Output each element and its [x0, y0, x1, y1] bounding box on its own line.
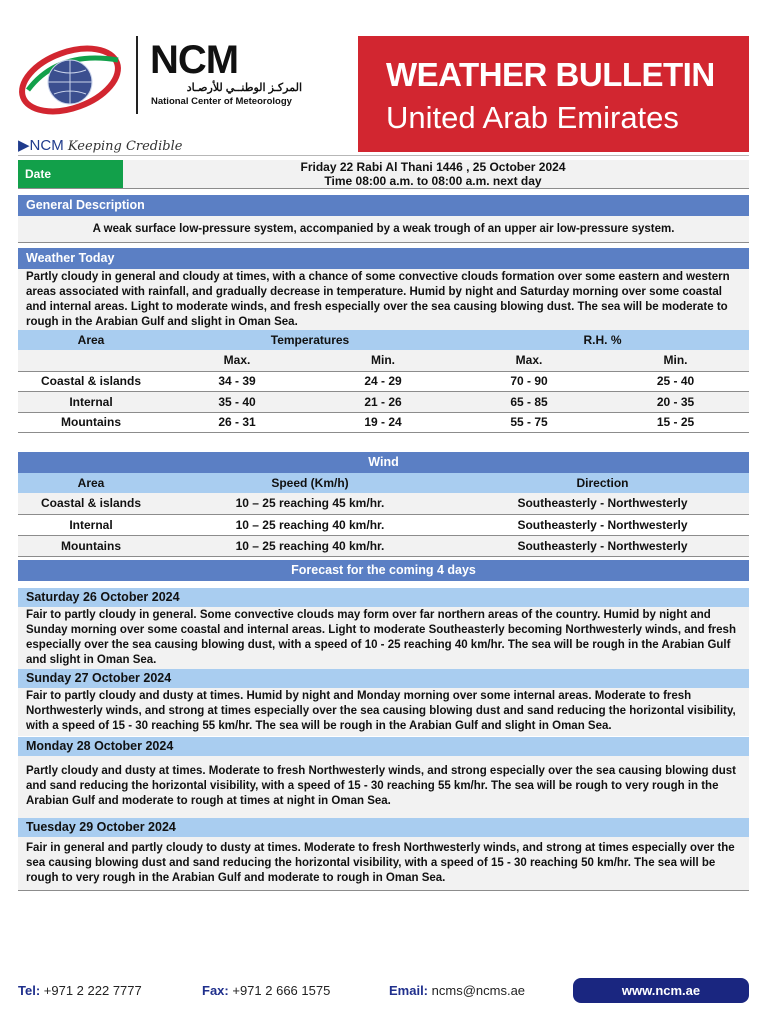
table-row: [18, 371, 749, 391]
row-area: Coastal & islands: [18, 493, 164, 514]
logo-ncm-text: NCM: [150, 38, 239, 82]
tagline-arrow-icon: ▶: [18, 137, 30, 154]
wind-table: [18, 473, 749, 557]
col-temperatures: Temperatures: [270, 333, 350, 347]
row-speed: 10 – 25 reaching 40 km/hr.: [164, 535, 456, 556]
footer-email-label: Email:: [389, 983, 429, 998]
col-temp-min: Min.: [310, 350, 456, 371]
temperature-table: [18, 330, 749, 433]
footer-tel: [18, 983, 142, 998]
logo-english-text: National Center of Meteorology: [151, 96, 292, 107]
row-area: Internal: [18, 391, 164, 412]
row-rh-min: 15 - 25: [602, 412, 749, 432]
wind-heading: Wind: [18, 452, 749, 473]
row-direction: Southeasterly - Northwesterly: [456, 514, 749, 535]
row-temp-max: 35 - 40: [164, 391, 310, 412]
logo-arabic-text: المركـز الوطنــي للأرصـاد: [186, 82, 302, 94]
forecast-day-text: Fair in general and partly cloudy to dusty at times. Moderate to fresh Northwesterly winds, and strong at times especially over the sea causing blowing dust and sand reducing the horizontal visibility, with a speed of 15 - 30 reaching 50 km/hr. The sea will be rough to very rough in the Arabian Gulf and moderate to rough in Oman Sea.: [18, 837, 749, 891]
forecast-day-text: Fair to partly cloudy in general. Some convective clouds may form over far northern areas of the country. Humid by night and Sunday morning over some coastal and internal areas. Light to moderate Southeasterly becoming Northwesterly winds, and fresh especially over the sea causing blowing dust, with a speed of 10 - 25 reaching 40 km/hr. The sea will be rough in the Arabian Gulf and slight in Oman Sea.: [18, 607, 749, 669]
date-label: Date: [18, 160, 123, 188]
table-row: [18, 514, 749, 535]
table-row: [18, 412, 749, 432]
bulletin-subtitle: United Arab Emirates: [386, 100, 679, 135]
footer-fax-value: +971 2 666 1575: [232, 983, 331, 998]
row-direction: Southeasterly - Northwesterly: [456, 493, 749, 514]
tagline-script: Keeping Credible: [67, 139, 183, 154]
row-temp-max: 26 - 31: [164, 412, 310, 432]
row-area: Mountains: [18, 535, 164, 556]
col-rh: R.H. %: [583, 333, 622, 347]
footer-fax-label: Fax:: [202, 983, 229, 998]
forecast-day-text: Fair to partly cloudy and dusty at times. Humid by night and Monday morning over some internal areas. Moderate to fresh Northwesterly winds, and strong at times especially over the sea causing blowing dust and sand reducing the horizontal visibility, with a speed of 15 - 30 reaching 55 km/hr. The sea will be rough in the Arabian Gulf and slight in Oman Sea.: [18, 688, 749, 736]
ncm-logo: [18, 36, 318, 126]
col-rh-min: Min.: [602, 350, 749, 371]
date-row: [18, 160, 749, 189]
row-area: Coastal & islands: [18, 371, 164, 391]
date-value: [117, 160, 749, 188]
bulletin-title-box: [358, 36, 749, 152]
row-rh-max: 70 - 90: [456, 371, 602, 391]
table-row: [18, 535, 749, 556]
row-area: Mountains: [18, 412, 164, 432]
col-area: Area: [77, 476, 105, 490]
col-area: Area: [77, 333, 105, 347]
footer-fax: [202, 983, 330, 998]
footer-email-value[interactable]: ncms@ncms.ae: [431, 983, 526, 998]
date-line-2: Time 08:00 a.m. to 08:00 a.m. next day: [324, 174, 542, 188]
row-speed: 10 – 25 reaching 40 km/hr.: [164, 514, 456, 535]
tagline: [18, 136, 182, 154]
forecast-day-text: Partly cloudy and dusty at times. Moderate to fresh Northwesterly winds, and strong especially over the sea causing blowing dust and sand reducing the horizontal visibility, with a speed of 15 - 30 reaching 55 km/hr. The sea will be rough to very rough in the Arabian Gulf and moderate to rough at times at night in Oman Sea.: [18, 756, 749, 818]
col-temp-max: Max.: [164, 350, 310, 371]
row-temp-min: 19 - 24: [310, 412, 456, 432]
col-rh-max: Max.: [456, 350, 602, 371]
row-temp-min: 24 - 29: [310, 371, 456, 391]
row-rh-min: 25 - 40: [602, 371, 749, 391]
general-description-heading: General Description: [18, 195, 749, 216]
footer-email: [389, 983, 525, 998]
footer-website-link[interactable]: www.ncm.ae: [573, 978, 749, 1003]
date-line-1: Friday 22 Rabi Al Thani 1446 , 25 October 2024: [300, 160, 566, 174]
table-row: [18, 493, 749, 514]
footer-tel-label: Tel:: [18, 983, 41, 998]
temperature-subheader: [18, 350, 749, 371]
forecast-day-title: Sunday 27 October 2024: [18, 669, 749, 688]
forecast-day-title: Monday 28 October 2024: [18, 737, 749, 756]
col-speed: Speed (Km/h): [271, 476, 349, 490]
row-speed: 10 – 25 reaching 45 km/hr.: [164, 493, 456, 514]
general-description-text: A weak surface low-pressure system, accompanied by a weak trough of an upper air low-pressure system.: [18, 216, 749, 243]
forecast-day-title: Tuesday 29 October 2024: [18, 818, 749, 837]
row-area: Internal: [18, 514, 164, 535]
temperature-table-header: [18, 330, 749, 350]
tagline-ncm: NCM: [29, 137, 64, 154]
row-temp-min: 21 - 26: [310, 391, 456, 412]
row-direction: Southeasterly - Northwesterly: [456, 535, 749, 556]
row-rh-max: 55 - 75: [456, 412, 602, 432]
logo-divider: [136, 36, 138, 114]
forecast-heading: Forecast for the coming 4 days: [18, 560, 749, 581]
wind-table-header: [18, 473, 749, 493]
bulletin-title: WEATHER BULLETIN: [386, 56, 715, 93]
tagline-divider: [18, 155, 749, 156]
row-rh-max: 65 - 85: [456, 391, 602, 412]
weather-today-heading: Weather Today: [18, 248, 749, 269]
weather-today-text: Partly cloudy in general and cloudy at times, with a chance of some convective clouds formation over some eastern and western areas associated with rainfall, and gradually decrease in temperature. Humid by night and Saturday morning over some coastal and internal areas. Light to moderate winds, and fresh especially over the sea causing blowing dust. The sea will be moderate to rough in the Arabian Gulf and slight in Oman Sea.: [18, 269, 749, 330]
globe-logo-icon: [18, 40, 128, 120]
forecast-day-title: Saturday 26 October 2024: [18, 588, 749, 607]
row-temp-max: 34 - 39: [164, 371, 310, 391]
table-row: [18, 391, 749, 412]
col-direction: Direction: [576, 476, 629, 490]
footer-tel-value[interactable]: +971 2 222 7777: [43, 983, 142, 998]
row-rh-min: 20 - 35: [602, 391, 749, 412]
